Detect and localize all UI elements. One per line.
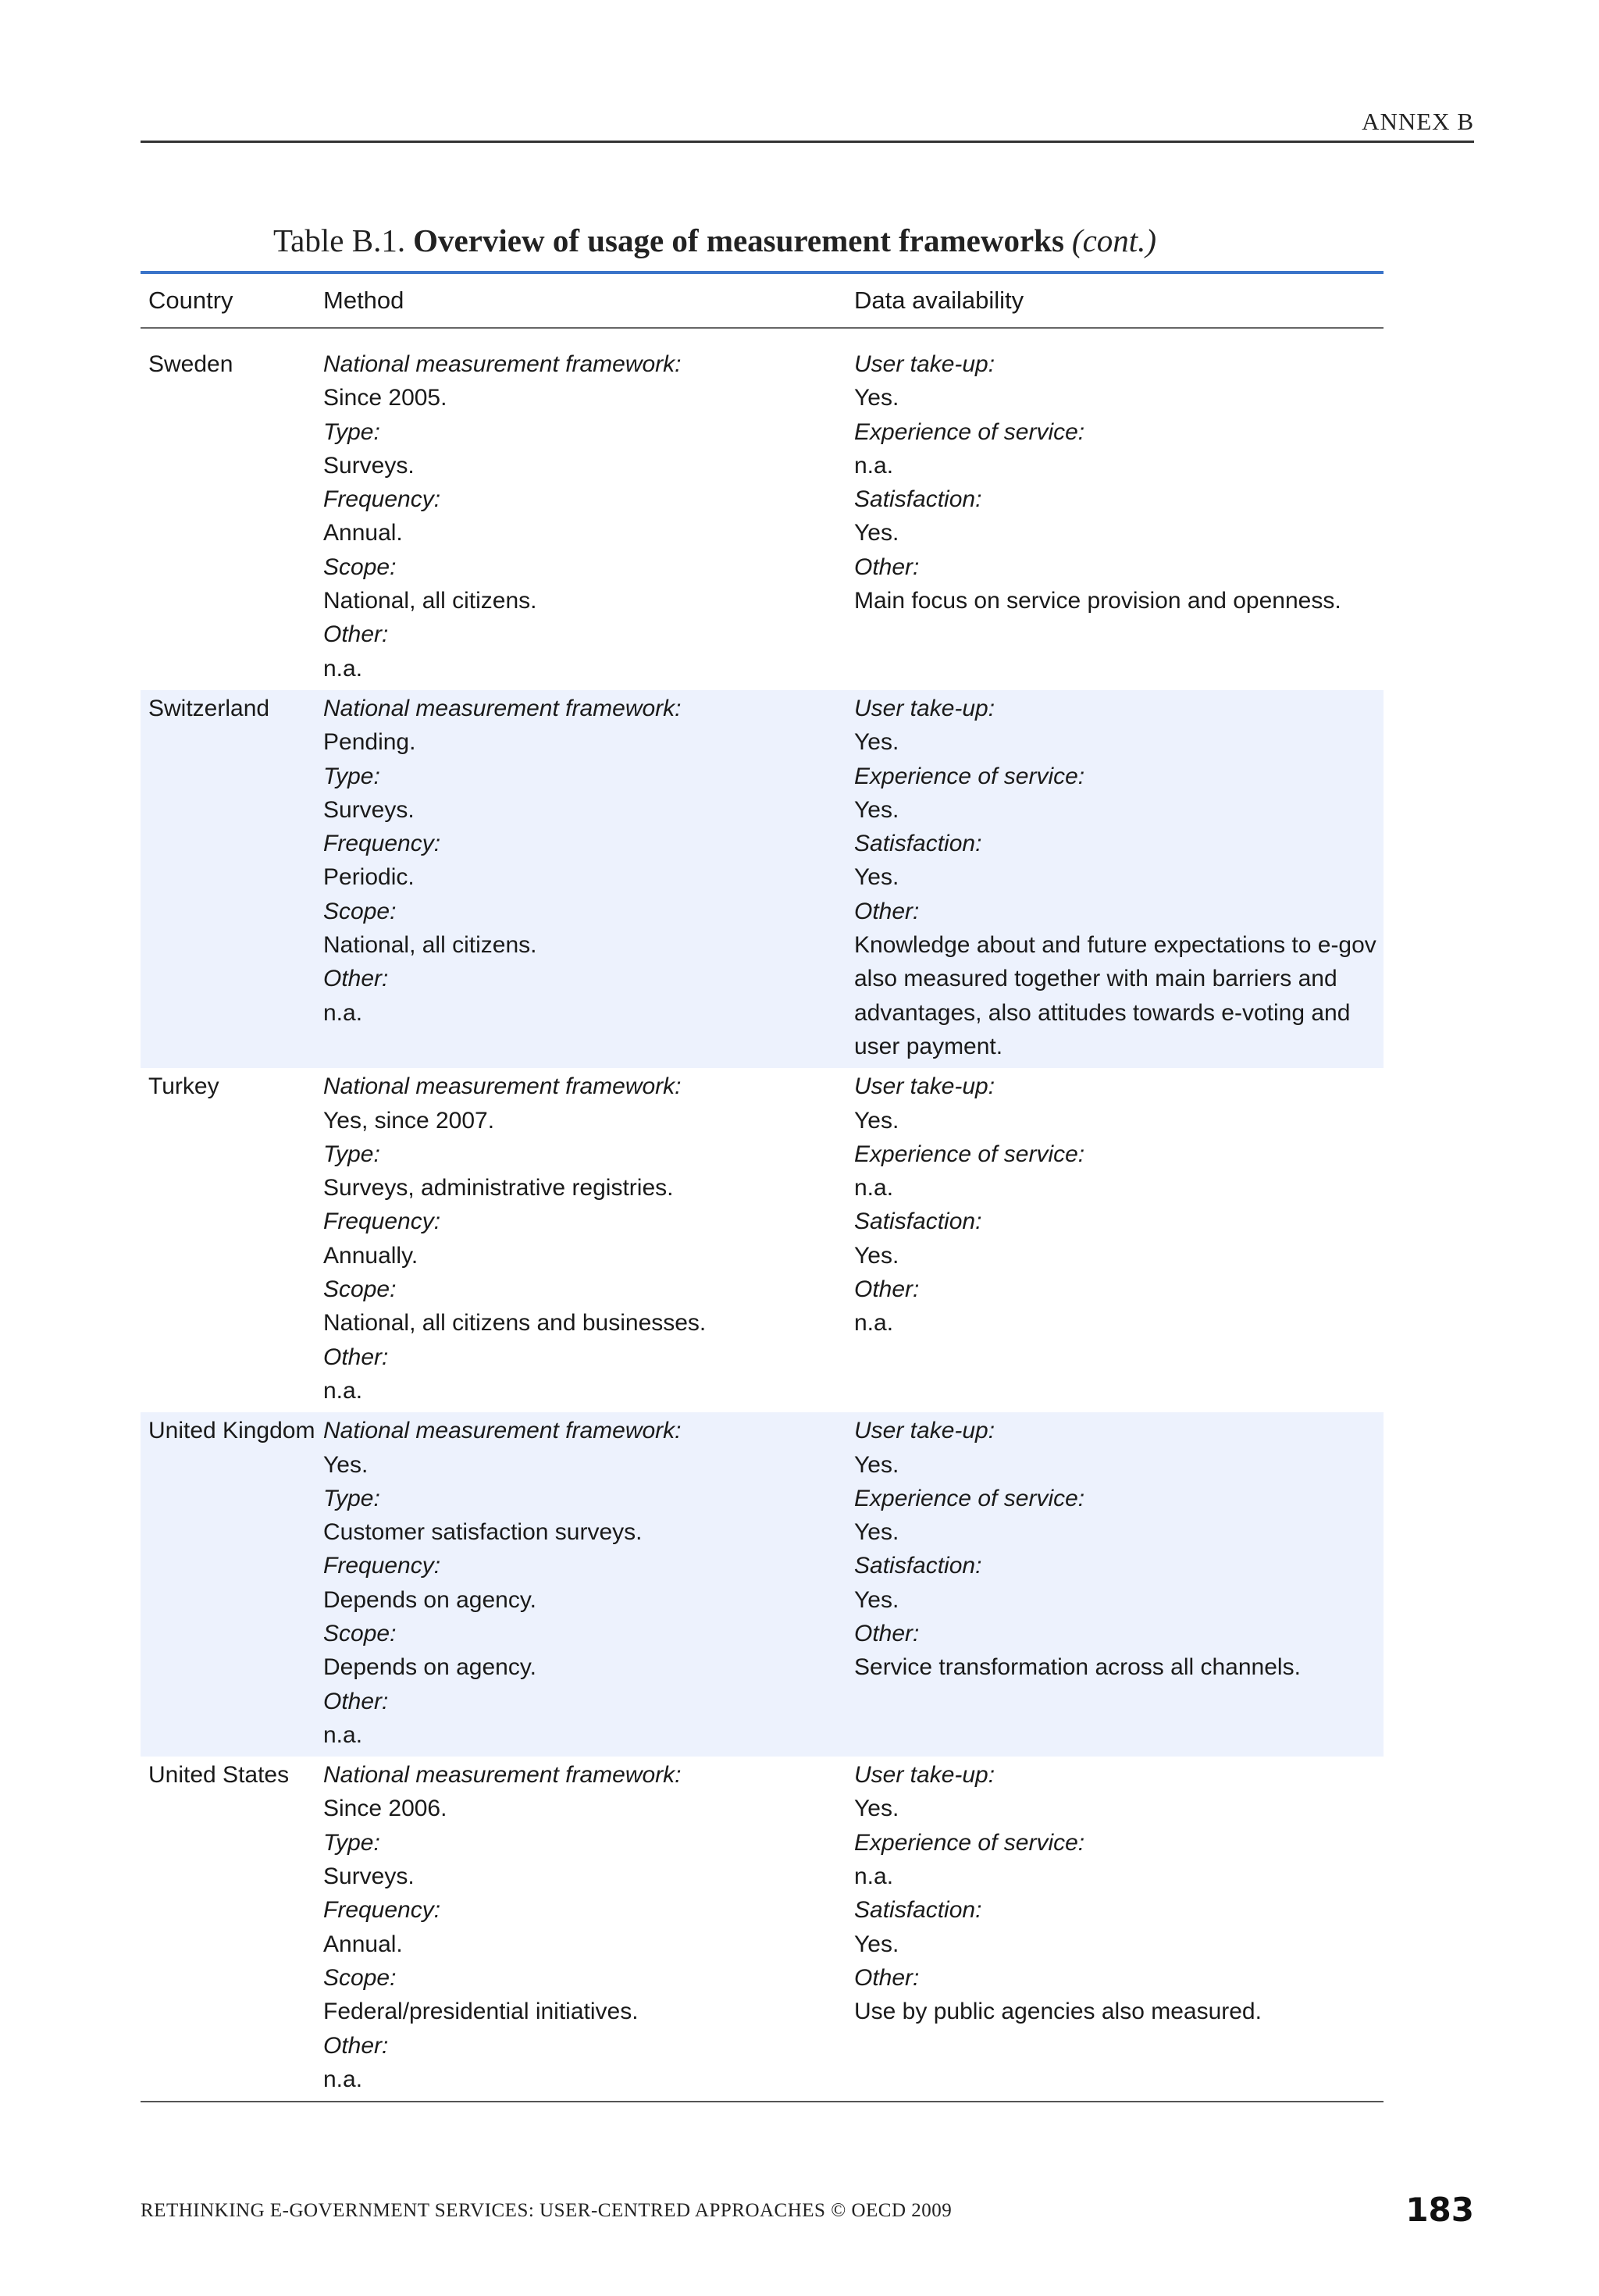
field-value: Depends on agency. <box>323 1654 536 1681</box>
field-label: Experience of service: <box>854 1485 1085 1511</box>
table-title <box>273 222 1156 259</box>
column-header-method: Method <box>323 287 404 314</box>
field-value: Since 2005. <box>323 385 447 411</box>
field-label: User take-up: <box>854 1073 995 1100</box>
country-cell: Sweden <box>148 351 233 377</box>
field-label: User take-up: <box>854 1762 995 1789</box>
method-cell <box>323 690 854 1063</box>
table-body <box>141 329 1384 2101</box>
country-cell: Switzerland <box>148 695 270 721</box>
field-value: n.a. <box>854 1310 894 1337</box>
field-value: National, all citizens. <box>323 588 537 614</box>
field-value: n.a. <box>323 999 363 1026</box>
field-value: Yes. <box>854 1796 899 1822</box>
field-label: National measurement framework: <box>323 1073 682 1100</box>
table-continued: (cont.) <box>1071 222 1157 258</box>
field-value: Yes. <box>854 1519 899 1546</box>
table-row <box>141 1757 1384 2101</box>
field-label: National measurement framework: <box>323 1418 682 1444</box>
field-value: Annually. <box>323 1242 418 1269</box>
field-value: Yes. <box>854 1586 899 1613</box>
field-label: Satisfaction: <box>854 1209 982 1235</box>
table-label: Table B.1. <box>273 222 406 258</box>
table-header-row <box>141 274 1384 329</box>
field-value: n.a. <box>323 1377 363 1404</box>
field-label: Other: <box>323 2032 389 2059</box>
data-availability-cell <box>854 1412 1384 1752</box>
field-value: Main focus on service provision and openness. <box>854 588 1341 614</box>
field-label: Other: <box>323 1344 389 1370</box>
method-cell <box>323 1068 854 1408</box>
field-label: National measurement framework: <box>323 695 682 721</box>
method-cell <box>323 1757 854 2096</box>
annex-header: ANNEX B <box>1362 108 1474 135</box>
table-row <box>141 346 1384 690</box>
field-label: User take-up: <box>854 695 995 721</box>
field-value: Yes. <box>854 1451 899 1478</box>
field-value: Pending. <box>323 729 416 756</box>
field-value: Knowledge about and future expectations to e-gov also measured together with main barriers and advantages, also attitudes towards e-voting and user payment. <box>854 932 1376 1059</box>
field-value: Yes, since 2007. <box>323 1107 495 1134</box>
field-value: Surveys. <box>323 796 415 823</box>
field-label: Experience of service: <box>854 418 1085 445</box>
field-label: Type: <box>323 1829 380 1856</box>
data-availability-cell <box>854 1757 1384 2096</box>
field-label: Other: <box>323 621 389 648</box>
field-value: Yes. <box>854 864 899 891</box>
field-label: Type: <box>323 1485 380 1511</box>
field-label: Experience of service: <box>854 1141 1085 1167</box>
field-value: Yes. <box>854 385 899 411</box>
country-cell: United Kingdom <box>148 1418 315 1444</box>
field-value: n.a. <box>323 1721 363 1748</box>
table-row <box>141 690 1384 1068</box>
field-value: National, all citizens. <box>323 932 537 959</box>
field-value: Yes. <box>854 1931 899 1957</box>
field-value: Depends on agency. <box>323 1586 536 1613</box>
table-title-text: Overview of usage of measurement frameworks <box>413 222 1064 258</box>
field-value: Periodic. <box>323 864 415 891</box>
field-label: Frequency: <box>323 1897 441 1924</box>
field-label: Satisfaction: <box>854 1897 982 1924</box>
field-label: National measurement framework: <box>323 351 682 377</box>
field-label: Type: <box>323 1141 380 1167</box>
data-availability-cell <box>854 690 1384 1063</box>
field-label: Scope: <box>323 1620 397 1646</box>
field-label: Other: <box>854 898 920 924</box>
field-value: n.a. <box>323 655 363 682</box>
field-value: Annual. <box>323 1931 403 1957</box>
field-label: Scope: <box>323 898 397 924</box>
field-value: n.a. <box>854 1175 894 1201</box>
field-label: Satisfaction: <box>854 1553 982 1579</box>
field-value: Yes. <box>854 1242 899 1269</box>
field-value: n.a. <box>854 1863 894 1890</box>
field-value: Annual. <box>323 520 403 546</box>
field-value: Yes. <box>854 1107 899 1134</box>
data-availability-cell <box>854 1068 1384 1408</box>
table-row <box>141 1068 1384 1412</box>
field-label: Type: <box>323 418 380 445</box>
field-value: n.a. <box>323 2066 363 2092</box>
data-availability-cell <box>854 346 1384 685</box>
column-header-country: Country <box>148 287 233 314</box>
field-value: Yes. <box>854 520 899 546</box>
field-label: Other: <box>854 1276 920 1303</box>
field-label: National measurement framework: <box>323 1762 682 1789</box>
field-label: Frequency: <box>323 486 441 513</box>
field-value: Surveys. <box>323 1863 415 1890</box>
field-value: n.a. <box>854 452 894 479</box>
page-number: 183 <box>1405 2191 1474 2229</box>
field-value: Service transformation across all channels. <box>854 1654 1301 1681</box>
field-value: Surveys. <box>323 452 415 479</box>
field-label: Scope: <box>323 1276 397 1303</box>
field-label: Experience of service: <box>854 763 1085 789</box>
field-label: Frequency: <box>323 831 441 857</box>
field-label: Scope: <box>323 554 397 580</box>
method-cell <box>323 1412 854 1752</box>
field-label: User take-up: <box>854 1418 995 1444</box>
field-value: Surveys, administrative registries. <box>323 1175 674 1201</box>
field-value: National, all citizens and businesses. <box>323 1310 707 1337</box>
field-label: Frequency: <box>323 1553 441 1579</box>
field-value: Federal/presidential initiatives. <box>323 1999 639 2025</box>
field-value: Customer satisfaction surveys. <box>323 1519 643 1546</box>
field-label: Other: <box>854 1964 920 1991</box>
field-label: Satisfaction: <box>854 486 982 513</box>
column-header-data-availability: Data availability <box>854 287 1024 314</box>
field-value: Yes. <box>323 1451 369 1478</box>
field-label: Other: <box>323 1688 389 1714</box>
measurement-frameworks-table <box>141 271 1384 2102</box>
table-row <box>141 1412 1384 1757</box>
field-label: Type: <box>323 763 380 789</box>
field-label: Satisfaction: <box>854 831 982 857</box>
country-cell: United States <box>148 1762 290 1789</box>
footer-copyright: RETHINKING E-GOVERNMENT SERVICES: USER-CENTRED APPROACHES © OECD 2009 <box>141 2200 953 2221</box>
field-value: Yes. <box>854 729 899 756</box>
field-value: Since 2006. <box>323 1796 447 1822</box>
country-cell: Turkey <box>148 1073 219 1100</box>
field-label: Scope: <box>323 1964 397 1991</box>
method-cell <box>323 346 854 685</box>
field-label: Other: <box>854 1620 920 1646</box>
table-bottom-rule <box>141 2101 1384 2102</box>
field-label: Other: <box>323 966 389 992</box>
field-label: User take-up: <box>854 351 995 377</box>
header-rule <box>141 141 1474 143</box>
field-value: Use by public agencies also measured. <box>854 1999 1262 2025</box>
field-label: Other: <box>854 554 920 580</box>
field-label: Experience of service: <box>854 1829 1085 1856</box>
field-label: Frequency: <box>323 1209 441 1235</box>
field-value: Yes. <box>854 796 899 823</box>
